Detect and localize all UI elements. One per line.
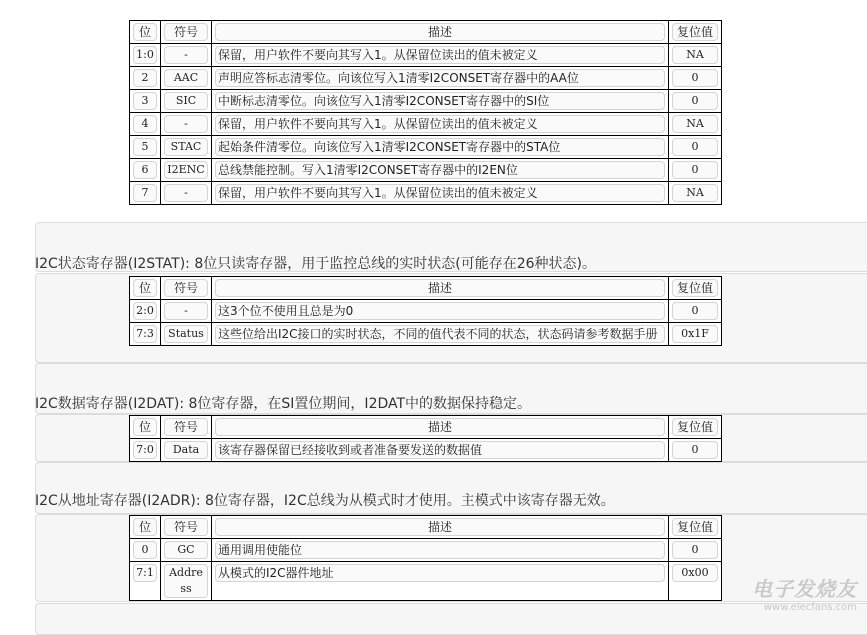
col-header-symbol [161,416,212,439]
col-header-reset-text: 复位值 [672,418,718,436]
symbol-cell-text: I2ENC [164,161,208,179]
header-row [130,21,722,44]
symbol-cell [161,539,212,562]
table-row [130,562,722,601]
bit-cell-text: 0 [133,541,157,559]
symbol-cell-text: SIC [164,92,208,110]
i2conclr-bit-table [129,20,722,205]
symbol-cell-text: Status [164,325,208,343]
description-cell [212,44,669,67]
col-header-description-text: 描述 [215,23,665,41]
col-header-description [212,277,669,300]
description-cell [212,136,669,159]
table-row [130,159,722,182]
table-row [130,136,722,159]
watermark-name: 电子发烧友 [752,577,857,601]
reset-cell [669,136,722,159]
table-row [130,67,722,90]
i2adr-heading: I2C从地址寄存器(I2ADR): 8位寄存器，I2C总线为从模式时才使用。主模式中该寄存器无效。 [35,493,615,509]
col-header-description [212,21,669,44]
bit-cell-text: 3 [133,92,157,110]
table-row [130,300,722,323]
header-row [130,277,722,300]
reset-cell [669,539,722,562]
description-cell-text: 保留，用户软件不要向其写入1。从保留位读出的值未被定义 [215,184,665,202]
symbol-cell [161,90,212,113]
bit-cell [130,562,161,601]
reset-cell-text: 0x00 [672,564,718,582]
bit-cell-text: 7:3 [133,325,157,343]
col-header-description-text: 描述 [215,518,665,536]
reset-cell [669,182,722,205]
col-header-symbol-text: 符号 [164,279,208,297]
col-header-bit [130,416,161,439]
description-cell [212,67,669,90]
bit-cell [130,323,161,346]
reset-cell [669,159,722,182]
symbol-cell-text: GC [164,541,208,559]
bit-cell-text: 7 [133,184,157,202]
reset-cell [669,323,722,346]
col-header-bit [130,21,161,44]
col-header-reset [669,277,722,300]
col-header-reset-text: 复位值 [672,279,718,297]
elecfans-watermark-logo [752,573,857,613]
description-cell-text: 声明应答标志清零位。向该位写入1清零I2CONSET寄存器中的AA位 [215,69,665,87]
symbol-cell-text: Data [164,441,208,459]
table-row [130,323,722,346]
col-header-description [212,416,669,439]
i2dat-bit-table [129,415,722,462]
symbol-cell-text: AAC [164,69,208,87]
reset-cell-text: 0 [672,92,718,110]
bit-cell [130,439,161,462]
bit-cell-text: 4 [133,115,157,133]
bit-cell-text: 7:0 [133,441,157,459]
col-header-description-text: 描述 [215,279,665,297]
bit-cell [130,44,161,67]
symbol-cell-text: - [164,184,208,202]
reset-cell-text: NA [672,46,718,64]
symbol-cell-text: - [164,302,208,320]
table-row [130,113,722,136]
symbol-cell-text: STAC [164,138,208,156]
col-header-reset-text: 复位值 [672,23,718,41]
description-cell-text: 这些位给出I2C接口的实时状态，不同的值代表不同的状态，状态码请参考数据手册 [215,325,665,343]
reset-cell [669,113,722,136]
description-cell [212,539,669,562]
reset-cell [669,67,722,90]
bit-cell [130,300,161,323]
symbol-cell [161,113,212,136]
symbol-cell [161,67,212,90]
col-header-bit [130,277,161,300]
reset-cell-text: NA [672,115,718,133]
description-cell [212,300,669,323]
symbol-cell [161,323,212,346]
col-header-description-text: 描述 [215,418,665,436]
reset-cell-text: 0 [672,138,718,156]
reset-cell [669,562,722,601]
description-cell [212,159,669,182]
description-cell-text: 通用调用使能位 [215,541,665,559]
reset-cell-text: 0 [672,69,718,87]
col-header-bit [130,516,161,539]
bit-cell [130,539,161,562]
reset-cell [669,439,722,462]
reset-cell-text: 0x1F [672,325,718,343]
symbol-cell [161,159,212,182]
panel-bottom [35,603,867,635]
symbol-cell [161,182,212,205]
symbol-cell [161,562,212,601]
col-header-reset [669,516,722,539]
description-cell-text: 该寄存器保留已经接收到或者准备要发送的数据值 [215,441,665,459]
description-cell-text: 中断标志清零位。向该位写入1清零I2CONSET寄存器中的SI位 [215,92,665,110]
description-cell [212,182,669,205]
col-header-bit-text: 位 [133,23,157,41]
col-header-description [212,516,669,539]
bit-cell [130,136,161,159]
col-header-reset [669,21,722,44]
table-row [130,439,722,462]
i2stat-bit-table [129,276,722,346]
bit-cell-text: 7:1 [133,564,157,582]
symbol-cell-text: - [164,46,208,64]
table-row [130,44,722,67]
description-cell-text: 起始条件清零位。向该位写入1清零I2CONSET寄存器中的STA位 [215,138,665,156]
bit-cell [130,182,161,205]
bit-cell-text: 2 [133,69,157,87]
reset-cell-text: NA [672,184,718,202]
bit-cell [130,113,161,136]
description-cell [212,90,669,113]
col-header-symbol [161,516,212,539]
i2adr-bit-table [129,515,722,601]
symbol-cell-text: Address [164,564,208,598]
bit-cell-text: 1:0 [133,46,157,64]
reset-cell [669,90,722,113]
col-header-bit-text: 位 [133,418,157,436]
bit-cell-text: 6 [133,161,157,179]
symbol-cell [161,300,212,323]
description-cell [212,323,669,346]
i2dat-heading: I2C数据寄存器(I2DAT): 8位寄存器，在SI置位期间，I2DAT中的数据保持稳定。 [35,396,532,412]
description-cell [212,439,669,462]
description-cell-text: 这3个位不使用且总是为0 [215,302,665,320]
bit-cell [130,90,161,113]
bit-cell-text: 5 [133,138,157,156]
header-row [130,416,722,439]
col-header-reset-text: 复位值 [672,518,718,536]
bit-cell [130,67,161,90]
description-cell-text: 保留，用户软件不要向其写入1。从保留位读出的值未被定义 [215,115,665,133]
description-cell-text: 总线禁能控制。写入1清零I2CONSET寄存器中的I2EN位 [215,161,665,179]
bit-cell-text: 2:0 [133,302,157,320]
description-cell [212,113,669,136]
col-header-symbol [161,277,212,300]
reset-cell-text: 0 [672,161,718,179]
header-row [130,516,722,539]
description-cell-text: 从模式的I2C器件地址 [215,564,665,582]
table-row [130,90,722,113]
table-row [130,539,722,562]
reset-cell [669,44,722,67]
bit-cell [130,159,161,182]
reset-cell [669,300,722,323]
reset-cell-text: 0 [672,302,718,320]
col-header-bit-text: 位 [133,279,157,297]
watermark-url: www.elecfans.com [763,602,857,613]
description-cell [212,562,669,601]
symbol-cell [161,44,212,67]
col-header-bit-text: 位 [133,518,157,536]
symbol-cell [161,136,212,159]
table-row [130,182,722,205]
symbol-cell [161,439,212,462]
reset-cell-text: 0 [672,441,718,459]
col-header-symbol-text: 符号 [164,418,208,436]
col-header-symbol-text: 符号 [164,518,208,536]
description-cell-text: 保留，用户软件不要向其写入1。从保留位读出的值未被定义 [215,46,665,64]
col-header-symbol-text: 符号 [164,23,208,41]
col-header-symbol [161,21,212,44]
reset-cell-text: 0 [672,541,718,559]
symbol-cell-text: - [164,115,208,133]
col-header-reset [669,416,722,439]
i2stat-heading: I2C状态寄存器(I2STAT): 8位只读寄存器，用于监控总线的实时状态(可能存在26种状态)。 [35,256,596,272]
